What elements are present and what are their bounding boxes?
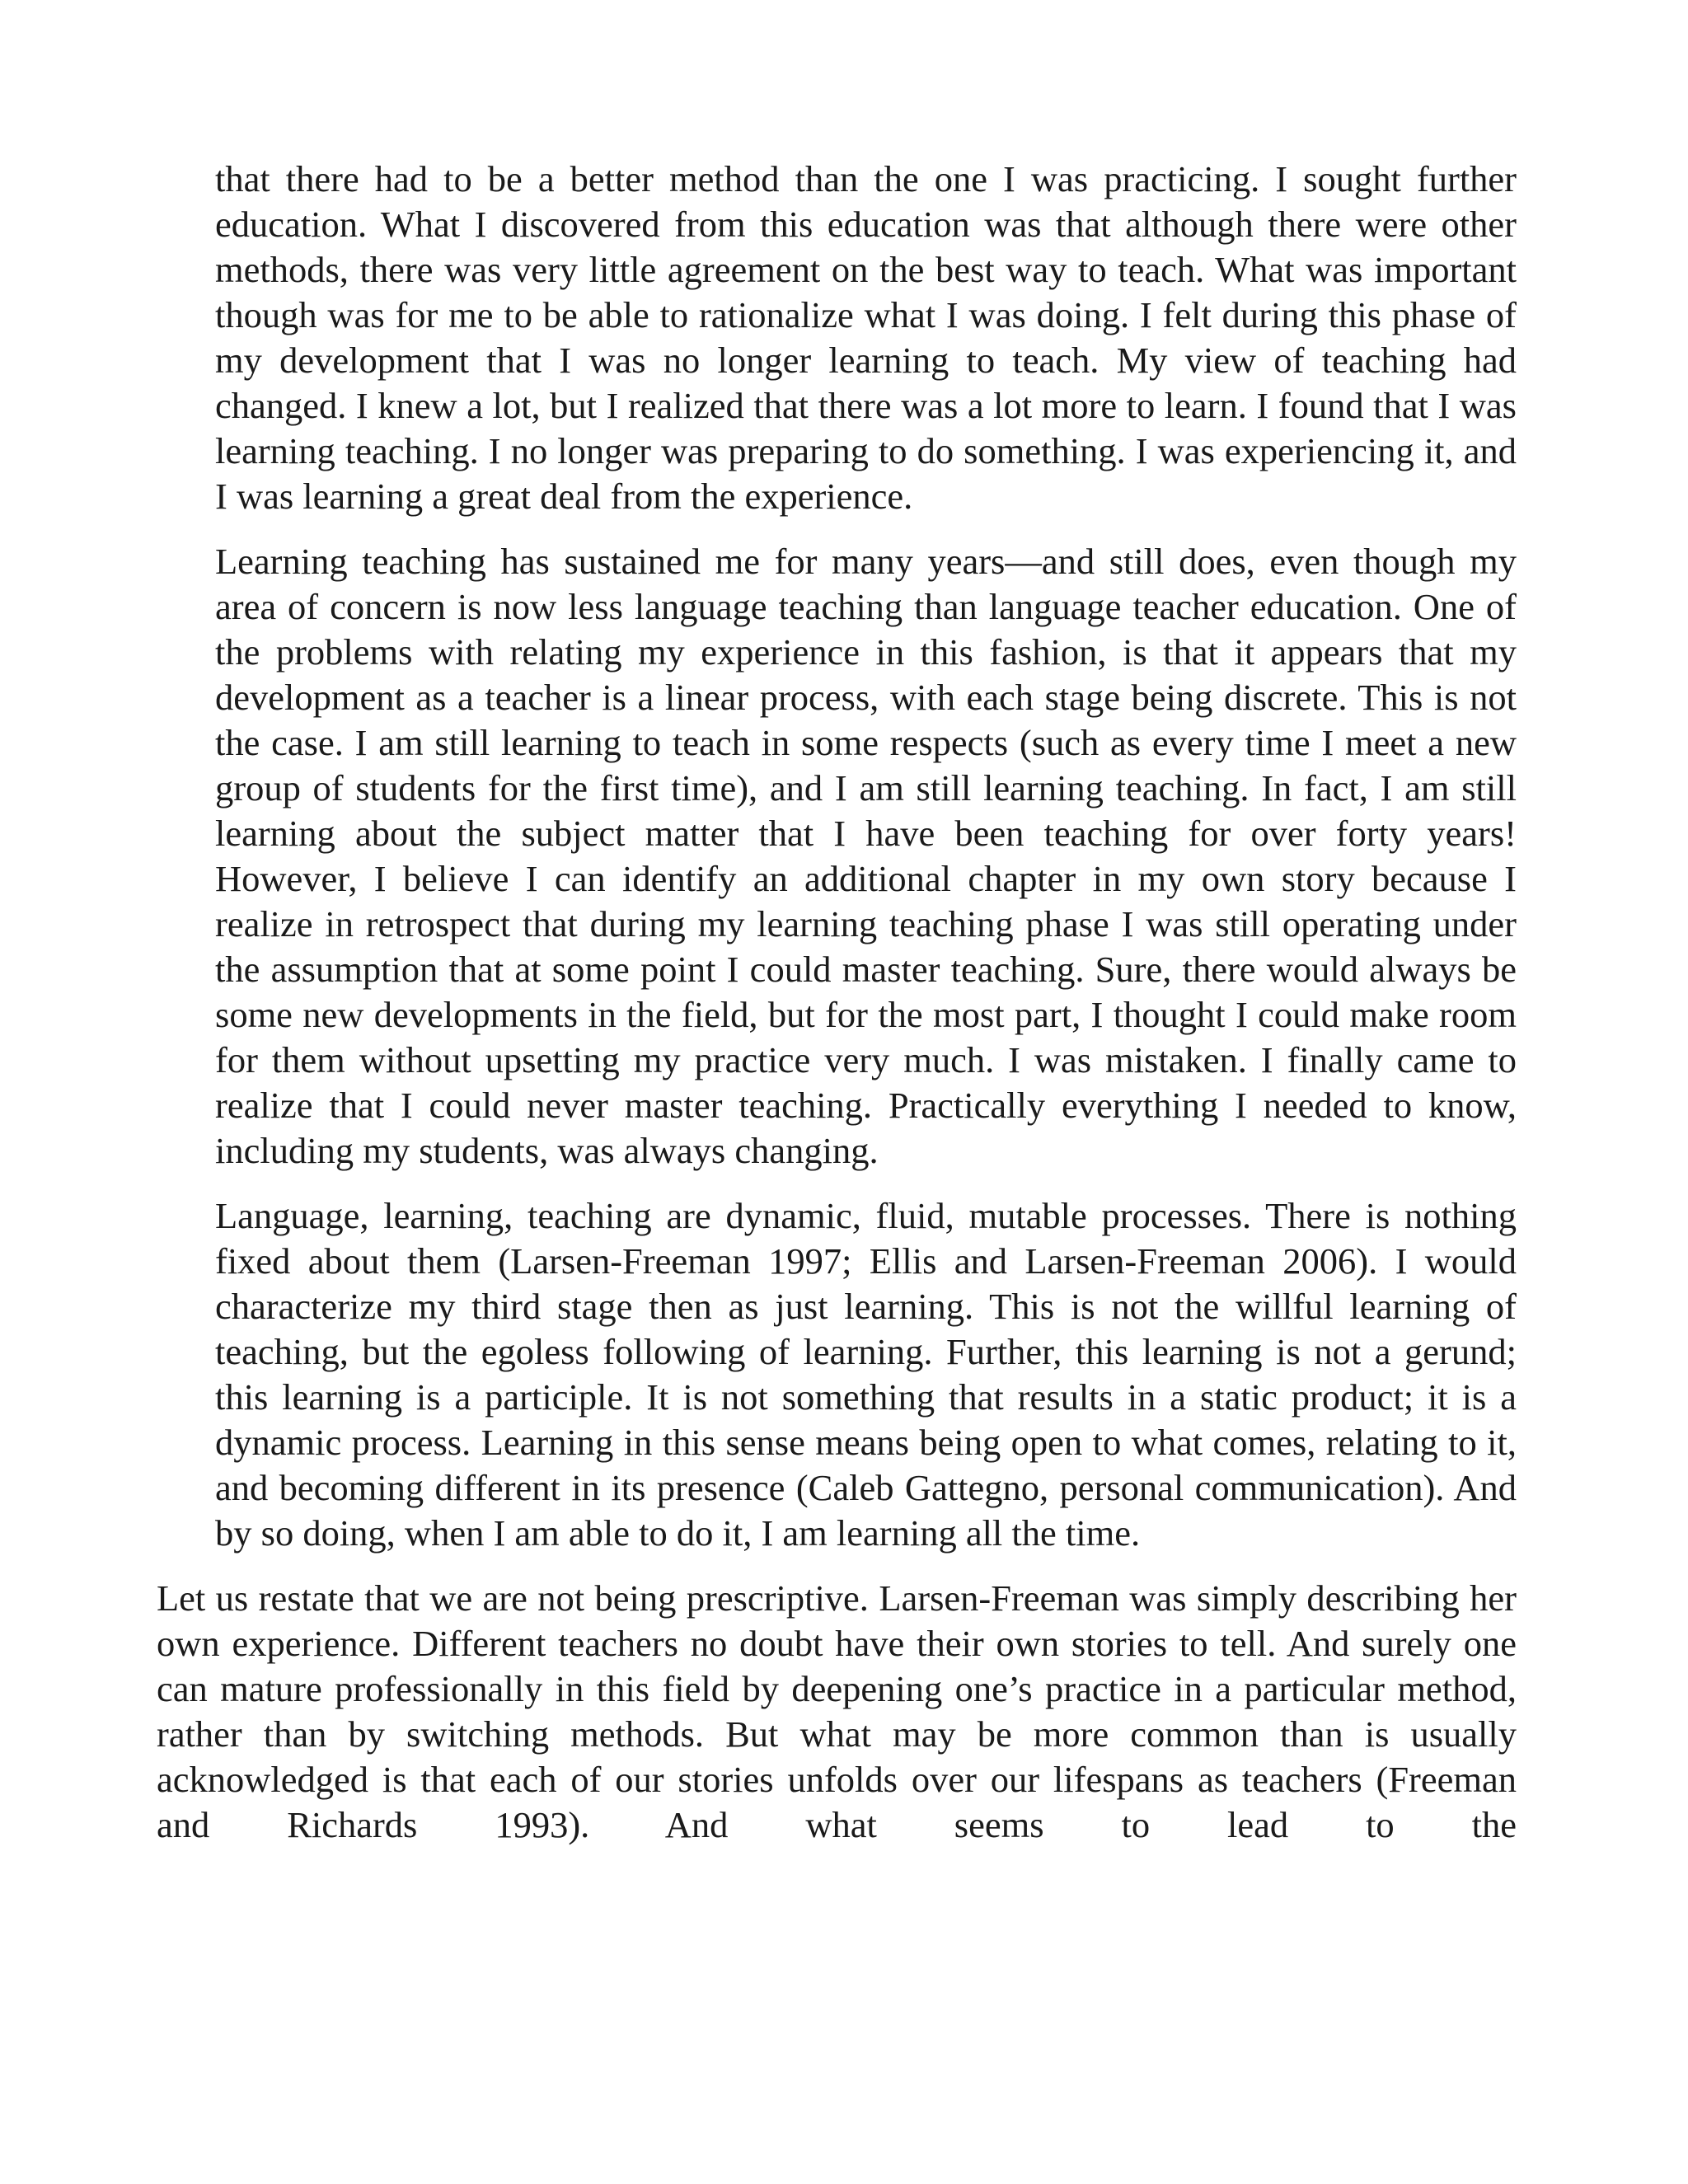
quote-paragraph-1: that there had to be a better method than the one I was practicing. I sought further education. What I discovered from this education was that although there were other methods, there was very little agreement on the best way to teach. What was important though was for me to be able to rationalize what I was doing. I felt during this phase of my development that I was no longer learning to teach. My view of teaching had changed. I knew a lot, but I realized that there was a lot more to learn. I found that I was learning teaching. I no longer was preparing to do something. I was experiencing it, and I was learning a great deal from the experience. — [215, 158, 1517, 517]
quote-paragraph-2: Learning teaching has sustained me for many years—and still does, even though my area of concern is now less language teaching than language teacher education. One of the problems with relating my experience in this fashion, is that it appears that my development as a teacher is a linear process, with each stage being discrete. This is not the case. I am still learning to teach in some respects (such as every time I meet a new group of students for the first time), and I am still learning teaching. In fact, I am still learning about the subject matter that I have been teaching for over forty years! However, I believe I can identify an additional chapter in my own story because I realize in retrospect that during my learning teaching phase I was still operating under the assumption that at some point I could master teaching. Sure, there would always be some new developments in the field, but for the most part, I thought I could make room for them without upsetting my practice very much. I was mistaken. I finally came to realize that I could never master teaching. Practically everything I needed to know, including my students, was always changing. — [215, 541, 1517, 1171]
text-column — [157, 157, 1517, 1848]
body-paragraph: Let us restate that we are not being prescriptive. Larsen-Freeman was simply describing her own experience. Different teachers no doubt have their own stories to tell. And surely one can mature professionally in this field by deepening one’s practice in a particular method, rather than by switching methods. But what may be more common than is usually acknowledged is that each of our stories unfolds over our lifespans as teachers (Freeman and Richards 1993). And what seems to lead to the — [157, 1577, 1517, 1845]
quote-paragraph-3: Language, learning, teaching are dynamic, fluid, mutable processes. There is nothing fixed about them (Larsen-Freeman 1997; Ellis and Larsen-Freeman 2006). I would characterize my third stage then as just learning. This is not the willful learning of teaching, but the egoless following of learning. Further, this learning is not a gerund; this learning is a participle. It is not something that results in a static product; it is a dynamic process. Learning in this sense means being open to what comes, relating to it, and becoming different in its presence (Caleb Gattegno, personal communication). And by so doing, when I am able to do it, I am learning all the time. — [215, 1195, 1517, 1554]
block-quote — [215, 157, 1517, 1556]
